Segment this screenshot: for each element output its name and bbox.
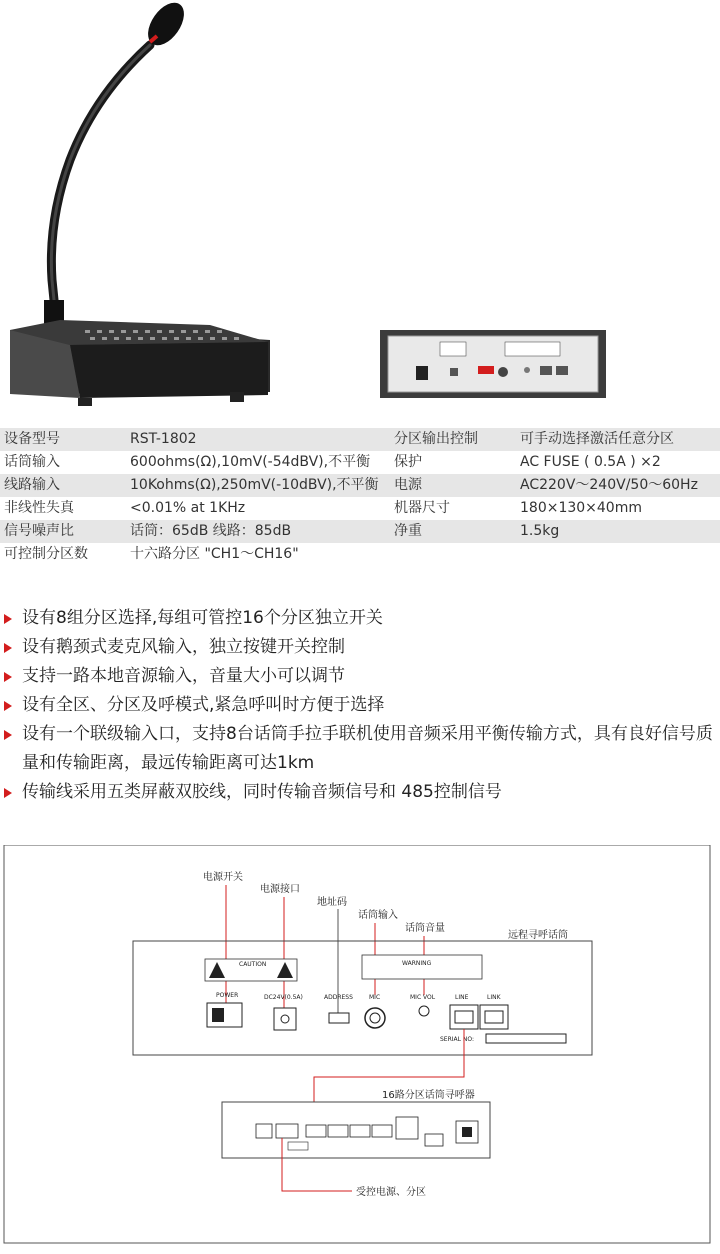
micvol-label: MIC VOL — [410, 994, 436, 1001]
feature-text: 设有鹅颈式麦克风输入，独立按键开关控制 — [22, 637, 345, 657]
spec-value: 10Kohms(Ω),250mV(-10dBV),不平衡 — [130, 477, 379, 493]
triangle-bullet-icon — [4, 614, 12, 624]
callout-mic-vol: 话筒音量 — [405, 923, 445, 934]
line-port-icon — [450, 1005, 478, 1029]
spec-value: <0.01% at 1KHz — [130, 500, 246, 516]
feature-item — [0, 662, 720, 691]
spec-row — [0, 474, 720, 497]
callout-address: 地址码 — [317, 897, 347, 908]
dc-jack-icon — [274, 1008, 296, 1030]
spec-key: 电源 — [394, 477, 422, 493]
feature-text: 传输线采用五类屏蔽双胶线，同时传输音频信号和 485控制信号 — [22, 782, 502, 802]
feature-text: 设有全区、分区及呼模式,紧急呼叫时方便于选择 — [22, 695, 385, 715]
mic-jack-icon — [365, 1008, 385, 1028]
triangle-bullet-icon — [4, 788, 12, 798]
warning-label — [362, 955, 482, 979]
feature-text: 设有一个联级输入口，支持8台话筒手拉手联机使用音频采用平衡传输方式，具有良好信号质量和传输距离，最远传输距离可达1km — [22, 724, 713, 773]
spec-row — [0, 497, 720, 520]
serial-label: SERIAL NO: — [440, 1036, 475, 1043]
line-label: LINE — [455, 994, 469, 1001]
feature-item — [0, 720, 720, 778]
feature-item — [0, 604, 720, 633]
spec-key: 线路输入 — [4, 477, 60, 493]
power-label: POWER — [216, 992, 239, 999]
connection-diagram — [0, 845, 720, 1245]
callout-power-jack: 电源接口 — [260, 884, 300, 895]
triangle-bullet-icon — [4, 701, 12, 711]
volume-knob-icon — [419, 1006, 429, 1016]
spec-row — [0, 451, 720, 474]
product-photos — [0, 0, 720, 420]
callout-mic-in: 话筒输入 — [358, 910, 398, 921]
controlled-label: 受控电源、分区 — [356, 1187, 426, 1198]
device-rear — [380, 330, 606, 398]
callout-power-switch: 电源开关 — [203, 872, 243, 883]
spec-key: 保护 — [394, 454, 422, 470]
spec-value: 180×130×40mm — [520, 500, 642, 516]
spec-key: 非线性失真 — [4, 500, 74, 516]
spec-value: AC220V～240V/50～60Hz — [520, 477, 698, 493]
feature-text: 支持一路本地音源输入，音量大小可以调节 — [22, 666, 345, 686]
dip-switch-icon — [329, 1013, 349, 1023]
spec-key: 设备型号 — [4, 431, 60, 447]
device-front — [10, 320, 270, 406]
spec-value: 话筒：65dB 线路：85dB — [130, 523, 292, 539]
feature-item — [0, 633, 720, 662]
address-label: ADDRESS — [324, 994, 353, 1001]
device-title: 远程寻呼话筒 — [508, 930, 568, 941]
link-label: LINK — [487, 994, 501, 1001]
spec-key: 分区输出控制 — [394, 431, 478, 447]
feature-item — [0, 778, 720, 807]
spec-value: 可手动选择激活任意分区 — [520, 431, 674, 447]
spec-value: AC FUSE ( 0.5A ) ×2 — [520, 454, 661, 470]
spec-row — [0, 428, 720, 451]
triangle-bullet-icon — [4, 643, 12, 653]
spec-key: 可控制分区数 — [4, 546, 88, 562]
spec-table — [0, 428, 720, 566]
spec-key: 话筒输入 — [4, 454, 60, 470]
gooseneck-microphone — [44, 0, 191, 330]
feature-list — [0, 604, 720, 807]
spec-value: RST-1802 — [130, 431, 197, 447]
triangle-bullet-icon — [4, 730, 12, 740]
triangle-bullet-icon — [4, 672, 12, 682]
spec-row — [0, 543, 720, 566]
spec-value: 十六路分区 "CH1～CH16" — [130, 546, 299, 562]
spec-key: 信号噪声比 — [4, 523, 74, 539]
link-port-icon — [480, 1005, 508, 1029]
caution-text: CAUTION — [239, 961, 267, 968]
diagram-frame — [4, 845, 710, 1243]
feature-item — [0, 691, 720, 720]
mic-label: MIC — [369, 994, 381, 1001]
feature-text: 设有8组分区选择,每组可管控16个分区独立开关 — [22, 608, 383, 628]
pager-title: 16路分区话筒寻呼器 — [382, 1090, 475, 1101]
dc-label: DC24V(0.5A) — [264, 994, 303, 1001]
spec-row — [0, 520, 720, 543]
warning-text: WARNING — [402, 960, 432, 967]
spec-key: 净重 — [394, 523, 422, 539]
spec-value: 1.5kg — [520, 523, 560, 539]
spec-value: 600ohms(Ω),10mV(-54dBV),不平衡 — [130, 454, 371, 470]
serial-field — [486, 1034, 566, 1043]
spec-key: 机器尺寸 — [394, 500, 450, 516]
